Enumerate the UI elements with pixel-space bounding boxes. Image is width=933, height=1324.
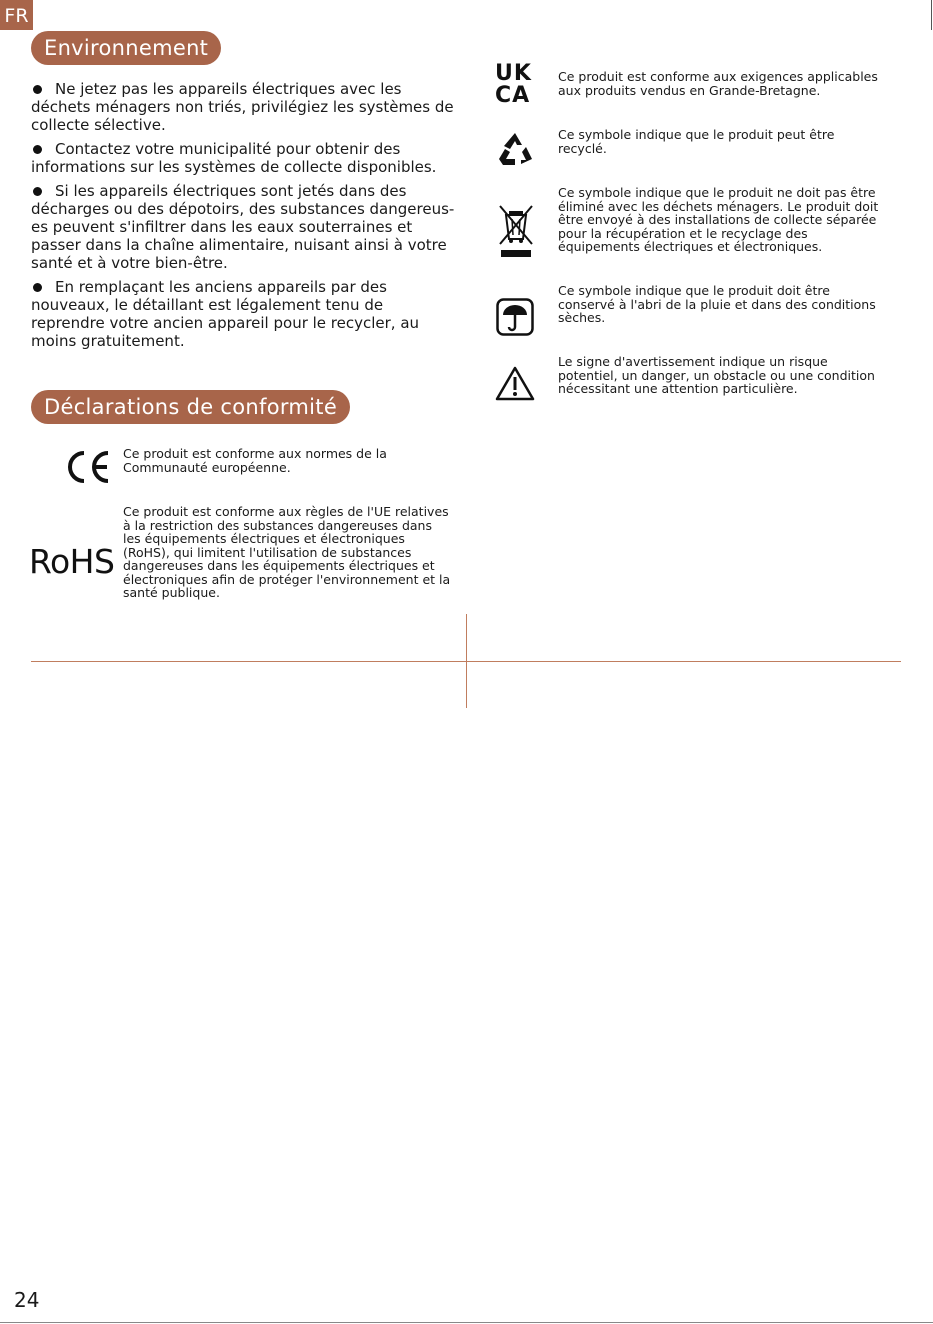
ukca-top: UK [495, 61, 532, 86]
bullet-text: Si les appareils électriques sont jetés dans des décharges ou des dépotoirs, des substances dangereus-es peuvent s'infiltrer dans les eaux souterraines et passer dans la chaîne alimentaire, nuisant ainsi à votre santé et à votre bien-être. [31, 182, 455, 272]
language-tab: FR [0, 0, 33, 30]
recycle-icon [495, 128, 535, 170]
bullet-dot-icon [33, 283, 42, 292]
bullet-dot-icon [33, 187, 42, 196]
environment-heading: Environnement [31, 31, 221, 65]
bullet-text: Ne jetez pas les appareils électriques avec les déchets ménagers non triés, privilégiez les systèmes de collecte sélective. [31, 80, 454, 134]
bullet-item [31, 182, 461, 272]
ce-mark-icon [62, 448, 114, 486]
ce-description: Ce produit est conforme aux normes de la Communauté européenne. [123, 446, 387, 475]
umbrella-icon [495, 297, 535, 337]
ukca-bottom: CA [495, 83, 531, 108]
bullet-dot-icon [33, 145, 42, 154]
dry-description: Ce symbole indique que le produit doit être conservé à l'abri de la pluie et dans des conditions sèches. [558, 283, 876, 325]
warning-description: Le signe d'avertissement indique un risque potentiel, un danger, un obstacle ou une condition nécessitant une attention particulière. [558, 354, 875, 396]
environment-bullet-list [31, 80, 461, 356]
page-number: 24 [14, 1288, 40, 1312]
warning-triangle-icon [495, 364, 535, 402]
bullet-item [31, 140, 461, 176]
bullet-text: En remplaçant les anciens appareils par des nouveaux, le détaillant est légalement tenu de reprendre votre ancien appareil pour le recycler, au moins gratuitement. [31, 278, 420, 350]
rohs-description: Ce produit est conforme aux règles de l'UE relatives à la restriction des substances dangereuses dans les équipements électriques et électroniques (RoHS), qui limitent l'utilisation de substances dangereuses dans les équipements électriques et électroniques afin de protéger l'environnement et la santé publique. [123, 504, 451, 600]
conformity-heading: Déclarations de conformité [31, 390, 350, 424]
crossed-bin-icon [497, 203, 535, 259]
bottom-edge-line [0, 1322, 933, 1323]
ukca-description: Ce produit est conforme aux exigences applicables aux produits vendus en Grande-Bretagne. [558, 69, 878, 98]
bullet-dot-icon [33, 85, 42, 94]
vertical-divider [466, 614, 467, 708]
recycle-description: Ce symbole indique que le produit peut être recyclé. [558, 127, 835, 156]
edge-line [931, 0, 932, 30]
weee-description: Ce symbole indique que le produit ne doit pas être éliminé avec les déchets ménagers. Le produit doit être envoyé à des installations de collecte séparée pour la récupération et le recyclage des équipements électriques et électroniques. [558, 185, 879, 254]
rohs-logo: RoHS [29, 542, 115, 581]
bullet-text: Contactez votre municipalité pour obtenir des informations sur les systèmes de collecte disponibles. [31, 140, 437, 176]
ukca-mark-icon [495, 63, 535, 107]
bullet-item [31, 80, 461, 134]
bullet-item [31, 278, 461, 350]
